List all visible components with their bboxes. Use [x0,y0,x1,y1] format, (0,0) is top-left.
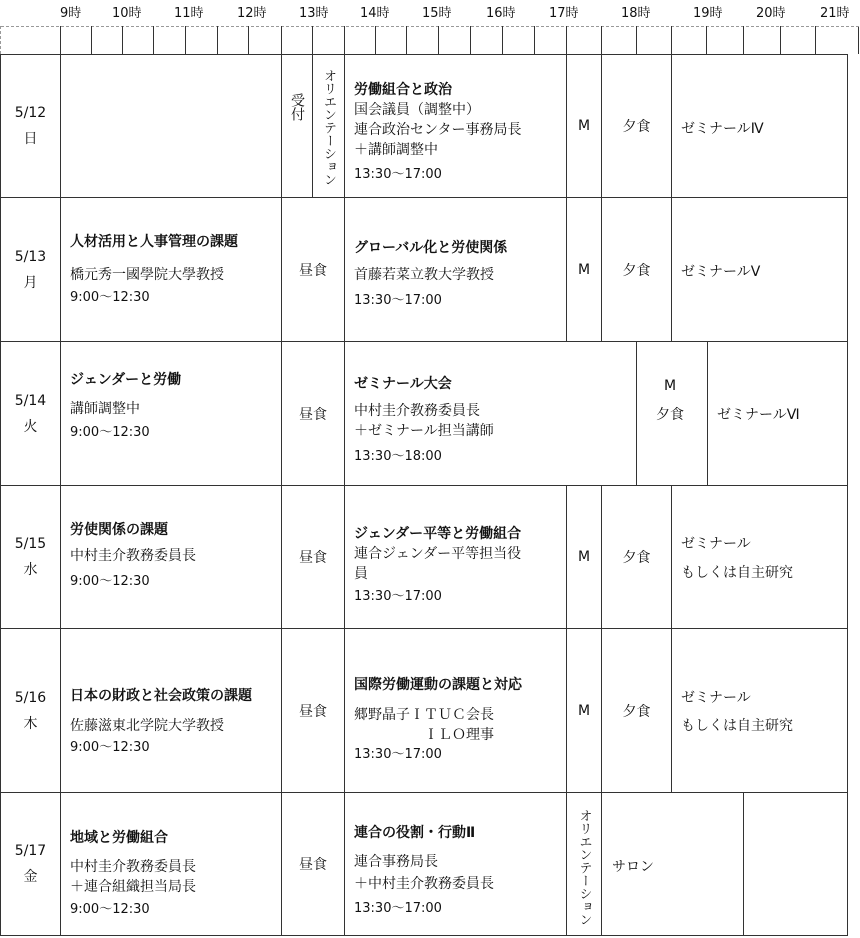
dinner-label: 夕食 [622,262,651,279]
session-line: 佐藤滋東北学院大学教授 [70,718,224,734]
session-time: 9:00〜12:30 [70,425,150,440]
empty-evening-cell [743,792,848,936]
afternoon-session [344,628,567,793]
evening-label: ゼミナール [681,536,751,552]
session-line: 中村圭介教務委員長 [70,859,196,875]
dinner-label: 夕食 [656,407,684,423]
session-time: 9:00〜12:30 [70,740,150,755]
lunch-label: 昼食 [299,262,327,279]
session-time: 13:30〜17:00 [354,589,442,604]
m-label: M [577,261,591,278]
evening-label: ゼミナールⅥ [717,407,800,423]
m-label: M [577,702,591,719]
session-time: 9:00〜12:30 [70,574,150,589]
session-line: ＩＬＯ理事 [424,727,494,743]
session-line: 橋元秀一國學院大學教授 [70,267,224,283]
dinner-cell [601,628,672,793]
date-label: 5/15 [14,536,47,552]
session-title: 労働組合と政治 [354,82,452,98]
date-cell [0,54,61,198]
hour-label: 18時 [621,6,651,21]
morning-session [60,792,282,936]
session-title: 労使関係の課題 [70,522,168,538]
session-time: 13:30〜17:00 [354,901,442,916]
session-title: 国際労働運動の課題と対応 [354,677,522,693]
weekday-label: 火 [23,418,38,435]
afternoon-session [344,341,637,486]
weekday-label: 月 [23,274,38,291]
lunch-label: 昼食 [299,550,327,566]
lunch-label: 昼食 [299,703,327,720]
orientation-cell [312,54,345,198]
m-label: M [577,118,591,134]
date-cell [0,628,61,793]
session-line: 中村圭介教務委員長 [70,548,196,564]
morning-session [60,197,282,342]
m-cell [566,485,602,629]
evening-label: ゼミナール [681,690,751,706]
m-label: M [664,378,677,394]
session-line: 連合事務局長 [354,854,438,870]
evening-cell [671,54,848,198]
hour-label: 11時 [174,6,204,21]
morning-session [60,341,282,486]
hour-label: 14時 [360,6,390,21]
session-title: ゼミナール大会 [354,376,452,392]
hour-label: 20時 [756,6,786,21]
date-label: 5/16 [14,689,47,706]
hour-label: 16時 [486,6,516,21]
evening-cell [671,197,848,342]
weekday-label: 水 [23,562,38,578]
date-label: 5/17 [14,843,47,859]
weekday-label: 金 [23,869,38,885]
hour-label: 10時 [112,6,142,21]
session-line: ＋ゼミナール担当講師 [354,423,494,439]
hour-label: 13時 [299,6,329,21]
lunch-label: 昼食 [299,406,327,423]
session-time: 13:30〜17:00 [354,167,442,182]
evening-label: もしくは自主研究 [681,565,793,581]
hour-label: 17時 [549,6,579,21]
session-line: ＋講師調整中 [354,142,438,158]
dinner-cell [601,54,672,198]
m-label: M [577,549,591,565]
session-line: 郷野晶子ＩＴＵＣ会長 [354,707,494,723]
session-line: 連合政治センター事務局長 [354,122,522,138]
afternoon-session [344,54,567,198]
dinner-label: 夕食 [622,703,651,720]
session-title: ジェンダーと労働 [70,372,182,388]
dinner-cell [601,197,672,342]
session-line: ＋連合組織担当局長 [70,879,196,895]
session-title: グローバル化と労使関係 [354,240,508,256]
weekday-label: 日 [23,131,38,147]
session-line: 講師調整中 [70,401,140,417]
hour-label: 19時 [693,6,723,21]
lunch-cell [281,485,345,629]
evening-cell [671,485,848,629]
session-title: 人材活用と人事管理の課題 [70,234,238,250]
evening-label: ゼミナールⅤ [681,264,761,280]
hour-label: 9時 [60,6,82,21]
session-line: 国会議員（調整中） [354,102,480,118]
dinner-cell [601,485,672,629]
session-time: 9:00〜12:30 [70,902,150,917]
time-scale-strip [0,26,859,54]
session-time: 13:30〜18:00 [354,449,442,464]
date-cell [0,485,61,629]
date-cell [0,341,61,486]
date-cell [0,197,61,342]
session-title: 地域と労働組合 [70,830,168,846]
hour-label: 12時 [237,6,267,21]
evening-cell [707,341,848,486]
m-cell [566,54,602,198]
lunch-cell [281,341,345,486]
dinner-label: 夕食 [622,550,651,566]
afternoon-session [344,792,567,936]
reception-cell [281,54,313,198]
session-title: ジェンダー平等と労働組合 [354,526,522,542]
time-scale-border [1,26,859,27]
session-time: 13:30〜17:00 [354,293,442,308]
dinner-label: 夕食 [622,119,651,135]
orientation-label: オリエンテーション [576,809,592,926]
orientation-cell [566,792,602,936]
m-cell [566,628,602,793]
orientation-label: オリエンテーション [321,69,336,186]
session-line: 中村圭介教務委員長 [354,403,480,419]
salon-cell [601,792,744,936]
session-title: 連合の役割・行動Ⅱ [354,825,476,841]
date-label: 5/13 [14,248,47,265]
session-line: 員 [354,566,368,582]
evening-label: もしくは自主研究 [681,718,793,734]
evening-label: ゼミナールⅣ [681,121,764,137]
hour-label: 15時 [422,6,452,21]
empty-morning-cell [60,54,282,198]
evening-cell [671,628,848,793]
hour-label: 21時 [820,6,850,21]
lunch-cell [281,792,345,936]
session-line: 連合ジェンダー平等担当役 [354,546,522,562]
session-time: 13:30〜17:00 [354,747,442,762]
date-label: 5/12 [14,105,47,121]
date-label: 5/14 [14,392,47,409]
session-time: 9:00〜12:30 [70,290,150,305]
session-line: ＋中村圭介教務委員長 [354,876,494,892]
morning-session [60,485,282,629]
salon-label: サロン [612,859,654,875]
afternoon-session [344,485,567,629]
afternoon-session [344,197,567,342]
lunch-cell [281,197,345,342]
session-line: 首藤若菜立教大学教授 [354,267,494,283]
m-dinner-cell [636,341,708,486]
session-title: 日本の財政と社会政策の課題 [70,688,252,704]
m-cell [566,197,602,342]
lunch-label: 昼食 [299,857,327,873]
reception-label: 受付 [289,93,305,121]
date-cell [0,792,61,936]
weekday-label: 木 [23,715,38,732]
morning-session [60,628,282,793]
lunch-cell [281,628,345,793]
